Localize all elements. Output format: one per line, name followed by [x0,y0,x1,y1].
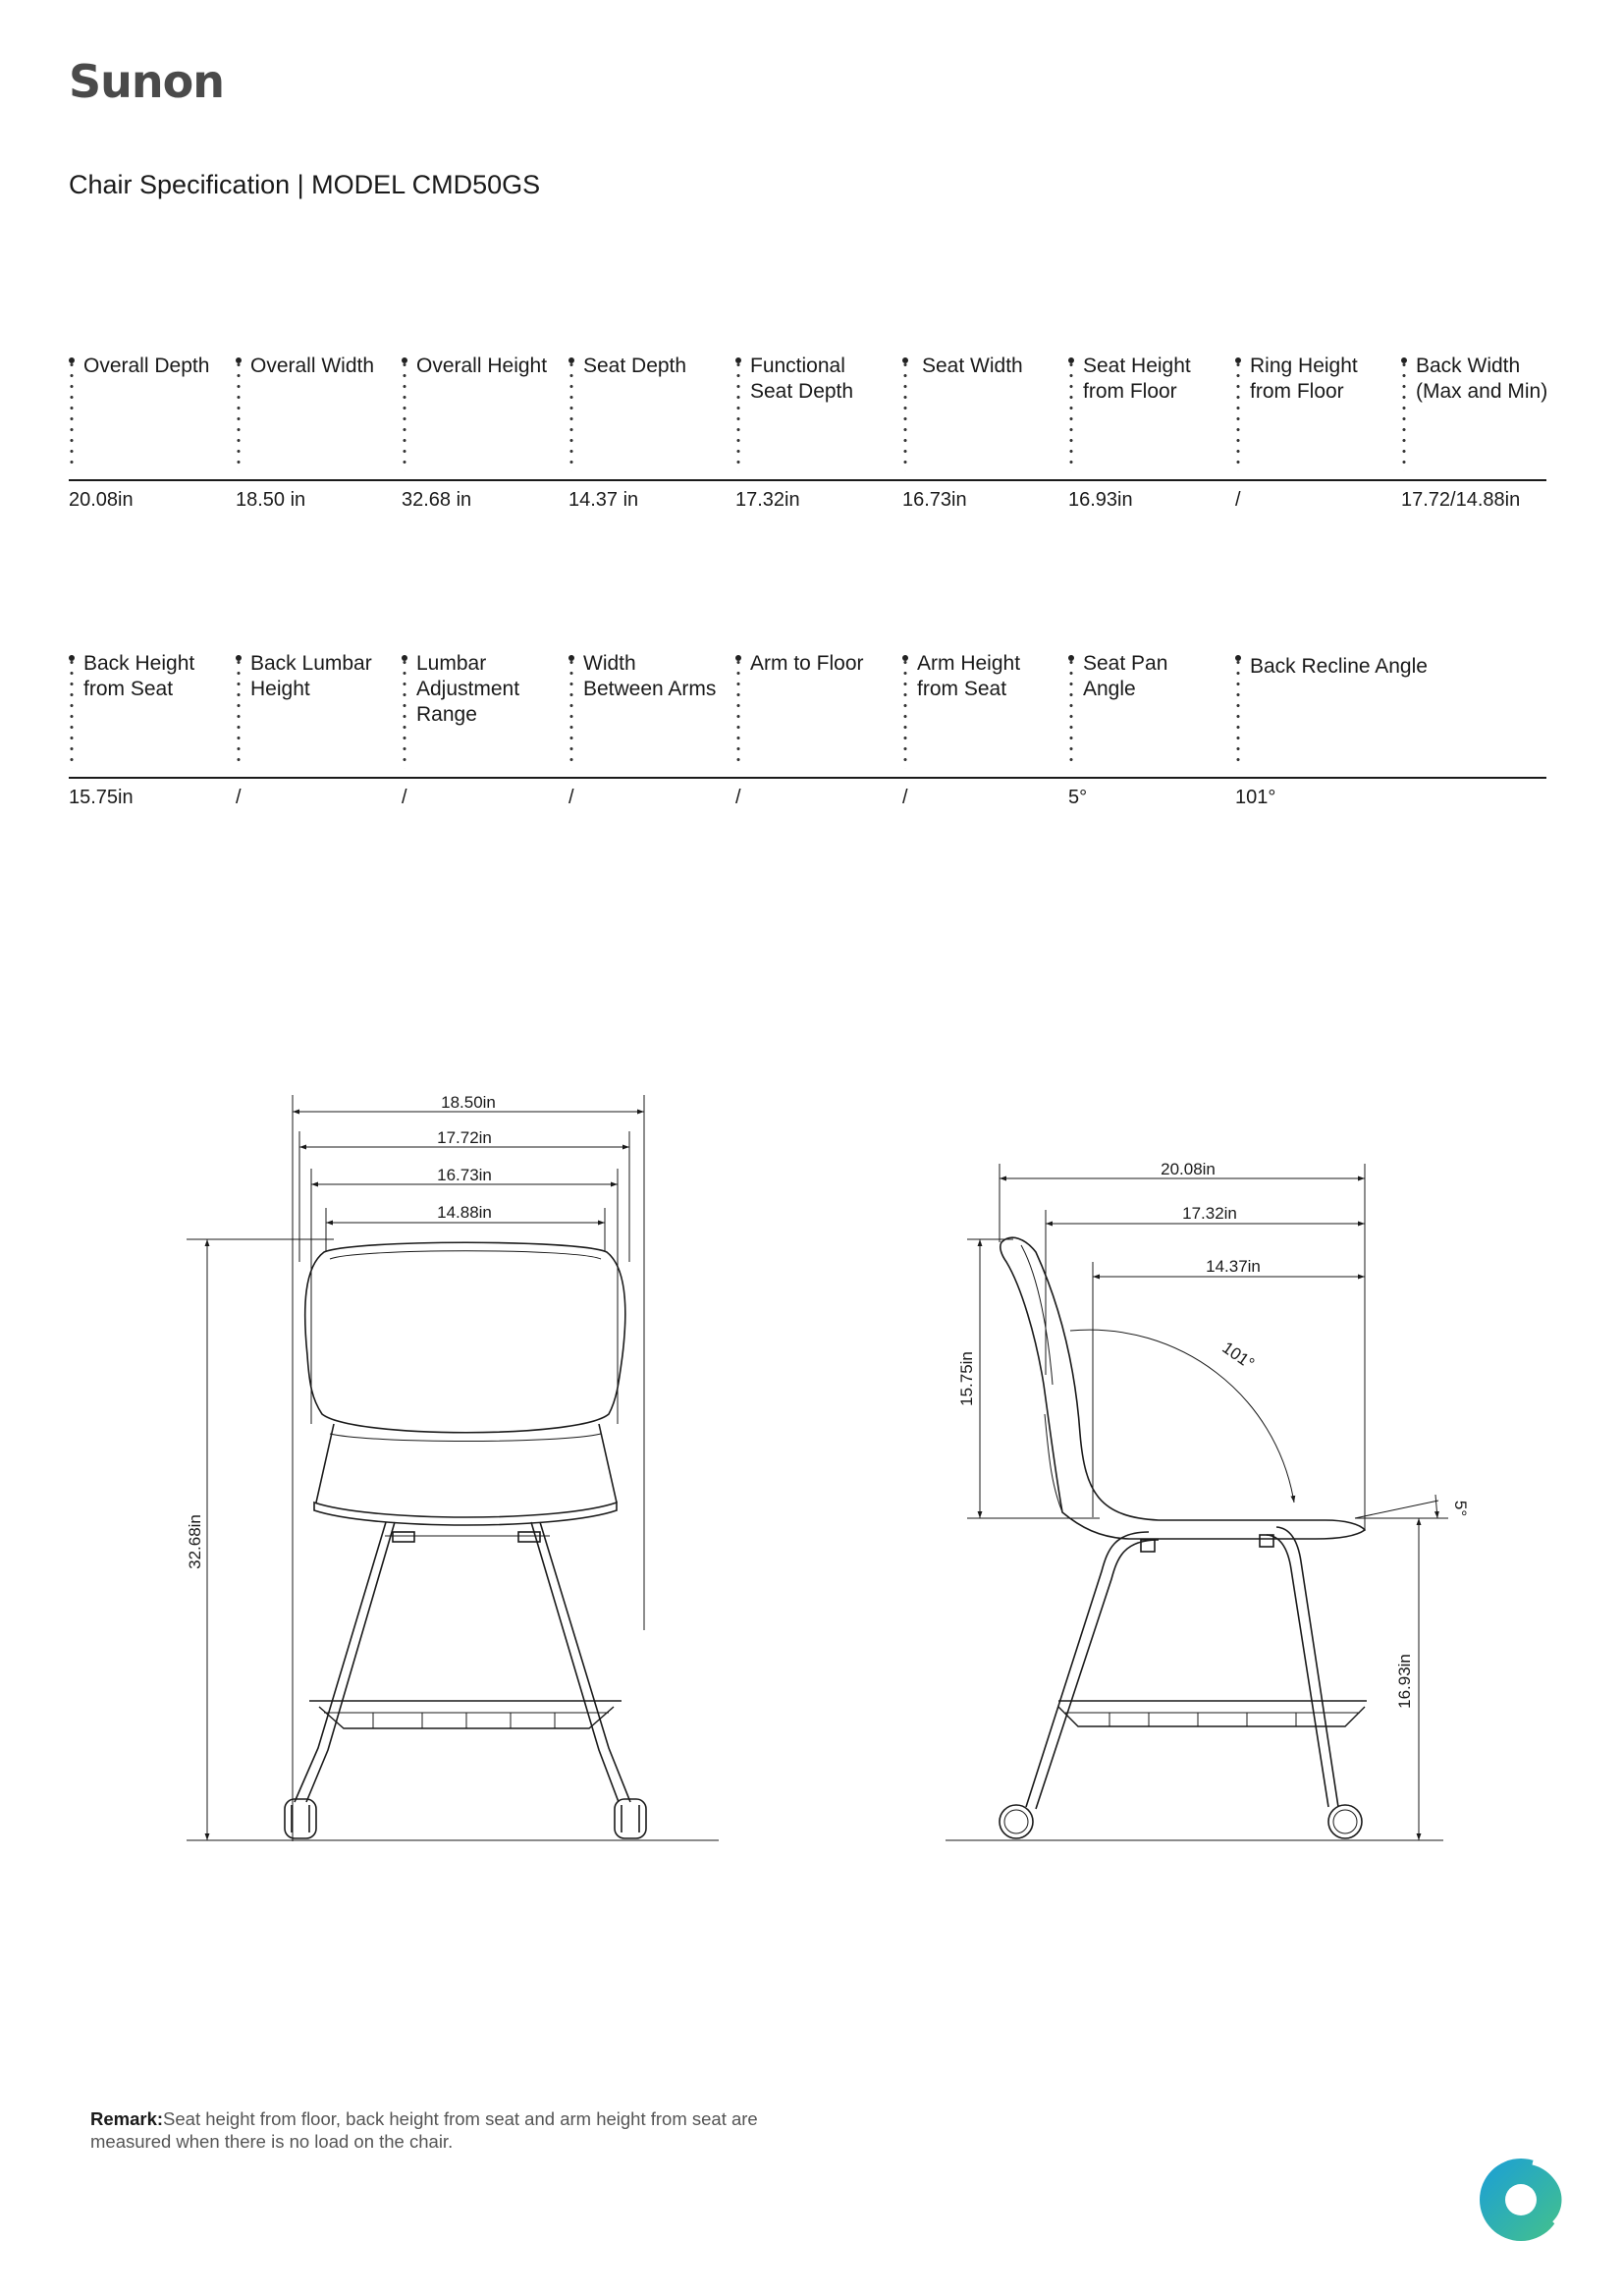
spec-header-label: Lumbar Adjustment Range [416,652,520,726]
spec-value: / [1235,489,1241,511]
front-caster-left [285,1799,316,1838]
dim-back-width-min: 14.88in [437,1203,492,1222]
front-leg-left [295,1522,386,1802]
spec-header-label: Seat Width [922,355,1023,377]
spec-value: 16.73in [902,489,967,511]
front-caster-right [615,1799,646,1838]
front-chair-back [305,1242,625,1433]
spec-value: / [902,787,908,808]
spec-value: / [735,787,741,808]
spec-value: 5° [1068,787,1088,808]
spec-value: 17.72/14.88in [1401,489,1521,511]
document-title: Chair Specification | MODEL CMD50GS [69,170,541,199]
spec-header-label: Overall Depth [83,355,210,377]
front-leg-right [540,1522,630,1802]
remark-label: Remark: [90,2108,164,2129]
remark-note [90,2107,837,2153]
spec-header-label: Arm Height from Seat [917,652,1021,700]
spec-value: / [236,787,242,808]
spec-value: 16.93in [1068,489,1133,511]
spec-header-label: Back Recline Angle [1250,655,1428,678]
spec-header-label: Functional Seat Depth [750,355,854,403]
dim-seat-pan-angle: 5° [1451,1500,1470,1517]
dim-overall-width: 18.50in [441,1093,496,1112]
side-leg-back [1276,1527,1338,1807]
dim-seat-width: 16.73in [437,1166,492,1184]
spec-value: 32.68 in [402,489,472,511]
spec-header-label: Back Width (Max and Min) [1416,355,1548,403]
front-view-dimensions [186,1093,496,1569]
dim-arc-recline [1070,1330,1294,1503]
spec-header-label: Overall Height [416,355,548,377]
dim-back-width-max: 17.72in [437,1128,492,1147]
spec-value: 17.32in [735,489,800,511]
front-seat [314,1503,617,1525]
spec-value: 18.50 in [236,489,306,511]
spec-header-label: Seat Height from Floor [1083,355,1191,403]
dim-seat-depth: 14.37in [1206,1257,1261,1276]
sunon-logo: Sunon [69,55,224,108]
spec-value: / [568,787,574,808]
side-view-drawing [946,1164,1448,1840]
remark-text: Seat height from floor, back height from seat and arm height from seat are measured when there is no load on the chair. [90,2108,758,2152]
dim-seat-height: 16.93in [1395,1654,1414,1709]
spec-header-label: Overall Width [250,355,375,377]
spec-value: 14.37 in [568,489,639,511]
spec-header-label: Seat Pan Angle [1083,652,1168,700]
side-leg-front [1026,1532,1149,1807]
spec-value: 101° [1235,787,1276,808]
dim-functional-seat-depth: 17.32in [1182,1204,1237,1223]
dim-overall-depth: 20.08in [1161,1160,1216,1178]
spec-header-label: Width Between Arms [583,652,717,700]
brand-badge-icon [1476,2153,1570,2247]
dim-back-height: 15.75in [957,1351,976,1406]
spec-value: / [402,787,407,808]
dim-overall-height: 32.68in [186,1514,204,1569]
side-chair-shell [1001,1237,1365,1539]
spec-header-label: Back Lumbar Height [250,652,372,700]
spec-header-label: Seat Depth [583,355,687,377]
dim-recline-angle: 101° [1218,1338,1259,1374]
spec-header-label: Arm to Floor [750,652,864,675]
spec-header-label: Back Height from Seat [83,652,195,700]
spec-header-label: Ring Height from Floor [1250,355,1358,403]
spec-value: 20.08in [69,489,134,511]
side-view-dimensions [957,1160,1470,1709]
spec-value: 15.75in [69,787,134,808]
